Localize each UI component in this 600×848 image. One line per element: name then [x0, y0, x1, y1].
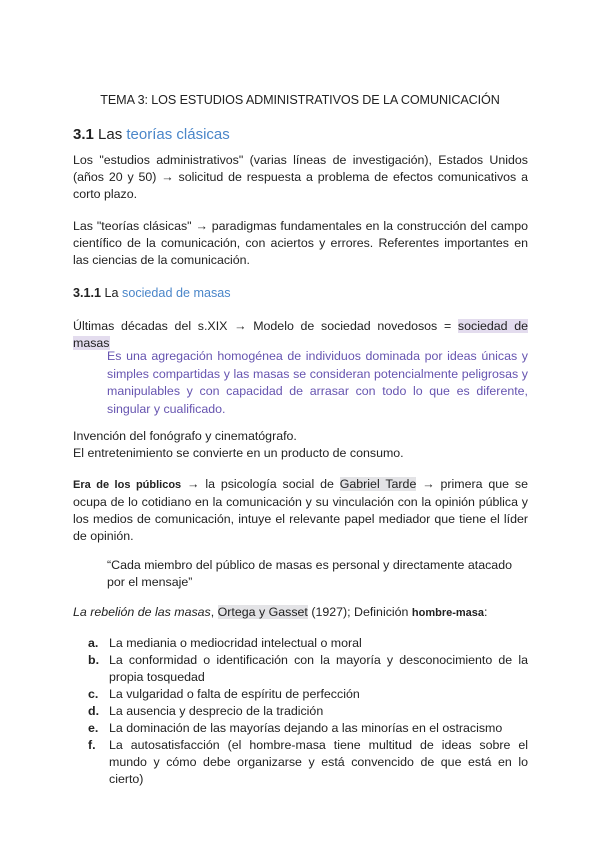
list-item-text: La dominación de las mayorías dejando a las minorías en el ostracismo: [109, 721, 503, 735]
list-item-text: La vulgaridad o falta de espíritu de perfección: [109, 687, 360, 701]
paragraph-estudios: Los "estudios administrativos" (varias líneas de investigación), Estados Unidos (años 20 y 50) → solicitud de respuesta a problema de efectos comunicativos a corto plazo.: [73, 153, 528, 201]
subsection-number: 3.1.1: [73, 286, 102, 300]
section-number: 3.1: [73, 126, 94, 143]
hombre-masa-list: [88, 635, 528, 788]
list-item-text: La ausencia y desprecio de la tradición: [109, 704, 324, 718]
paragraph-rebelion: La rebelión de las masas, Ortega y Gasset (1927); Definición hombre-masa:: [73, 605, 488, 619]
tarde-quote: “Cada miembro del público de masas es personal y directamente atacado por el mensaje”: [107, 558, 512, 589]
list-item: [88, 703, 528, 720]
definition-quote: Es una agregación homogénea de individuos dominada por ideas únicas y simples compartidas y las masas se consideran potencialmente peligrosas y manipulables y con capacidad de arrasar con todo lo que es diferente, singular y cualificado.: [107, 349, 528, 416]
subsection-pre: La: [104, 286, 119, 300]
list-marker: a.: [88, 636, 99, 650]
paragraph-ultimas-decadas: [73, 318, 528, 352]
document-title: TEMA 3: LOS ESTUDIOS ADMINISTRATIVOS DE LA COMUNICACIÓN: [100, 93, 500, 107]
list-marker: d.: [88, 704, 100, 718]
section-heading: [73, 126, 230, 143]
subsection-term: sociedad de masas: [122, 286, 231, 300]
section-term: teorías clásicas: [126, 126, 230, 143]
list-marker: c.: [88, 687, 99, 701]
paragraph-teorias: Las "teorías clásicas" → paradigmas fundamentales en la construcción del campo científico de la comunicación, con aciertos y errores. Referentes importantes en las ciencias de la comunicación.: [73, 219, 528, 267]
list-item: [88, 737, 528, 788]
highlighted-name: Gabriel Tarde: [339, 477, 417, 491]
paragraph-text: Últimas décadas del s.XIX → Modelo de sociedad novedosos =: [73, 319, 458, 333]
list-item-text: La conformidad o identificación con la mayoría y desconocimiento de la propia tosquedad: [109, 653, 528, 684]
list-item: [88, 635, 528, 652]
text-segment: → primera que se ocupa de lo cotidiano en la comunicación y su vinculación con la opinión pública y los medios de comunicación, intuye el relevante papel mediador que tiene el líder de opinión.: [73, 477, 529, 543]
highlighted-author: Ortega y Gasset: [217, 605, 308, 619]
list-item: [88, 720, 528, 737]
list-item: [88, 686, 528, 703]
section-pre: Las: [98, 126, 123, 143]
entretenimiento-line: El entretenimiento se convierte en un producto de consumo.: [73, 446, 404, 460]
bold-term: hombre-masa: [411, 607, 485, 619]
subsection-heading: [73, 285, 231, 302]
invencion-line: Invención del fonógrafo y cinematógrafo.: [73, 429, 297, 443]
paragraph-era-publicos: [73, 476, 528, 545]
highlighted-term: sociedad de masas: [73, 319, 528, 350]
list-item-text: La mediania o mediocridad intelectual o moral: [109, 636, 362, 650]
paragraph-invencion: [73, 428, 528, 462]
bold-term: Era de los públicos: [73, 479, 182, 491]
list-marker: b.: [88, 653, 100, 667]
book-title: La rebelión de las masas: [73, 605, 211, 619]
list-marker: e.: [88, 721, 99, 735]
list-item-text: La autosatisfacción (el hombre-masa tiene multitud de ideas sobre el mundo y cómo debe organizarse y está convencido de que está en lo cierto): [109, 738, 528, 786]
list-item: [88, 652, 528, 686]
text-segment: → la psicología social de: [181, 477, 340, 491]
list-marker: f.: [88, 738, 96, 752]
